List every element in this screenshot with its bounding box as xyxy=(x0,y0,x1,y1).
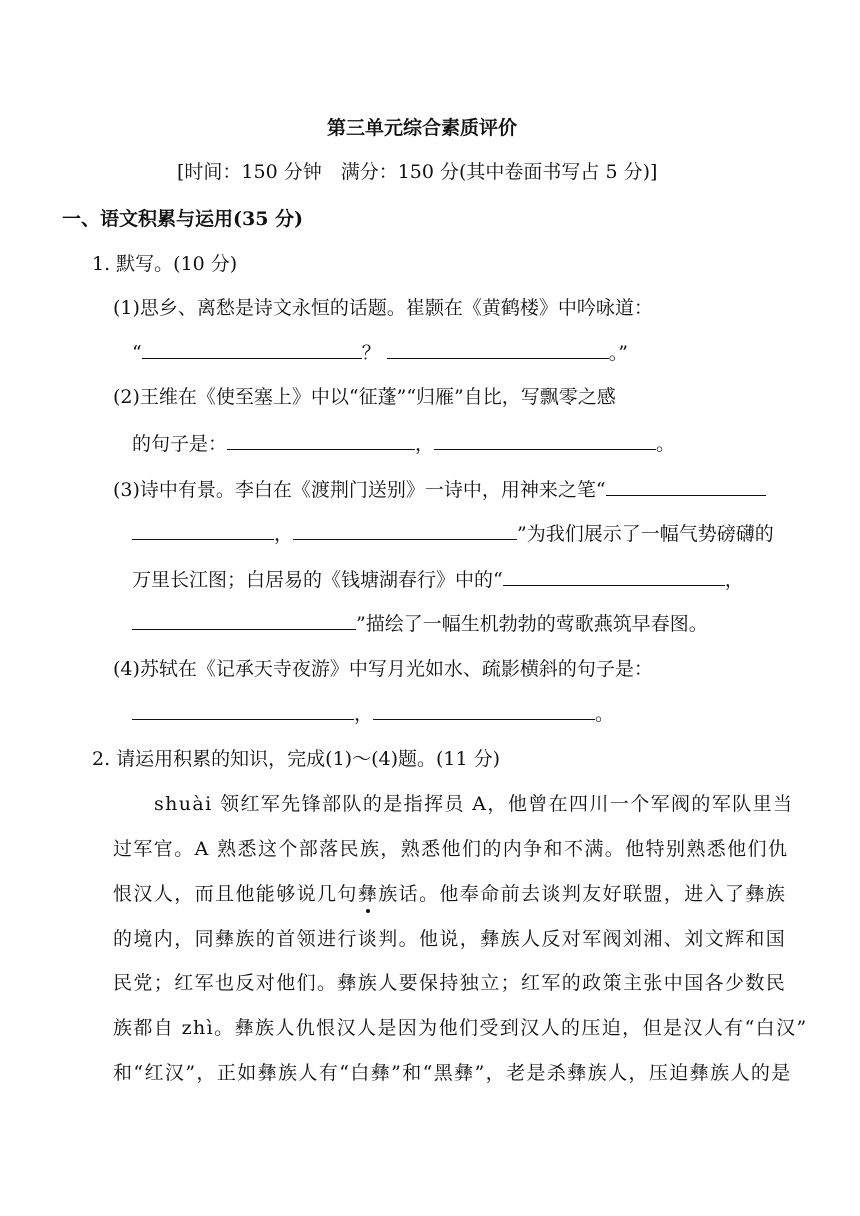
emphasis-char-text: 彝 xyxy=(357,883,379,905)
answer-blank[interactable] xyxy=(132,521,274,540)
q1-part1-answer-line xyxy=(132,340,628,365)
passage-line: shuài 领红军先锋部队的是指挥员 A，他曾在四川一个军阀的军队里当 xyxy=(154,793,794,815)
prompt-text: 万里长江图；白居易的《钱塘湖春行》中的“ xyxy=(132,569,503,591)
q1-part4-prompt: (4)苏轼在《记承天寺夜游》中写月光如水、疏影横斜的句子是： xyxy=(113,658,653,680)
answer-blank[interactable] xyxy=(293,521,517,540)
passage-line: 过军官。A 熟悉这个部落民族，熟悉他们的内争和不满。他特别熟悉他们仇 xyxy=(113,838,789,860)
page-title: 第三单元综合素质评价 xyxy=(327,117,518,139)
question-1-stem: 1. 默写。(10 分) xyxy=(92,253,238,275)
answer-blank[interactable] xyxy=(132,611,356,630)
comma: ， xyxy=(354,703,374,725)
passage-line: 族都自 zhì。彝族人仇恨汉人是因为他们受到汉人的压迫，但是汉人有“白汉” xyxy=(113,1017,808,1039)
prompt-text: ”描绘了一幅生机勃勃的莺歌燕筑早春图。 xyxy=(356,613,708,635)
exam-info: [时间：150 分钟 满分：150 分(其中卷面书写占 5 分)] xyxy=(177,161,658,183)
answer-blank[interactable] xyxy=(227,431,415,450)
section-heading: 一、语文积累与运用(35 分) xyxy=(62,208,304,230)
q1-part2-answer-line xyxy=(132,431,675,456)
emphasis-dot xyxy=(366,909,370,913)
passage-text: 族话。他奉命前去谈判友好联盟，进入了彝族 xyxy=(378,883,787,905)
answer-blank[interactable] xyxy=(142,340,362,359)
q1-part4-answer-line xyxy=(132,701,614,726)
prompt-text: ”为我们展示了一幅气势磅礴的 xyxy=(517,523,774,545)
passage-line xyxy=(113,882,786,906)
passage-text: 恨汉人，而且他能够说几句 xyxy=(113,883,358,905)
q1-part3-line3 xyxy=(132,567,744,592)
q1-part3-prompt xyxy=(113,477,766,502)
answer-blank[interactable] xyxy=(132,701,354,720)
emphasis-char xyxy=(358,883,378,905)
answer-blank[interactable] xyxy=(606,477,766,496)
passage-line: 民党；红军也反对他们。彝族人要保持独立；红军的政策主张中国各少数民 xyxy=(113,972,787,994)
end-punct: 。 xyxy=(656,433,676,455)
question-2-stem: 2. 请运用积累的知识，完成(1)～(4)题。(11 分) xyxy=(92,748,501,770)
answer-blank[interactable] xyxy=(434,431,656,450)
open-quote: “ xyxy=(132,342,142,364)
answer-blank[interactable] xyxy=(373,701,595,720)
q1-part3-line4 xyxy=(132,611,708,636)
comma: ， xyxy=(274,523,294,545)
q1-part3-line2 xyxy=(132,521,774,546)
comma: ， xyxy=(415,433,435,455)
answer-blank[interactable] xyxy=(387,340,609,359)
end-punct: 。 xyxy=(595,703,615,725)
question-mark: ？ xyxy=(361,342,381,364)
comma: ， xyxy=(724,569,744,591)
answer-lead: 的句子是： xyxy=(132,433,228,455)
prompt-text: (3)诗中有景。李白在《渡荆门送别》一诗中，用神来之笔“ xyxy=(113,479,606,501)
end-punct: 。” xyxy=(608,342,628,364)
passage-line: 和“红汉”，正如彝族人有“白彝”和“黑彝”，老是杀彝族人，压迫彝族人的是 xyxy=(113,1062,792,1084)
answer-blank[interactable] xyxy=(503,567,725,586)
q1-part2-prompt: (2)王维在《使至塞上》中以“征蓬”“归雁”自比，写飘零之感 xyxy=(113,386,616,408)
passage-line: 的境内，同彝族的首领进行谈判。他说，彝族人反对军阀刘湘、刘文辉和国 xyxy=(113,928,787,950)
q1-part1-prompt: (1)思乡、离愁是诗文永恒的话题。崔颢在《黄鹤楼》中吟咏道： xyxy=(113,297,653,319)
